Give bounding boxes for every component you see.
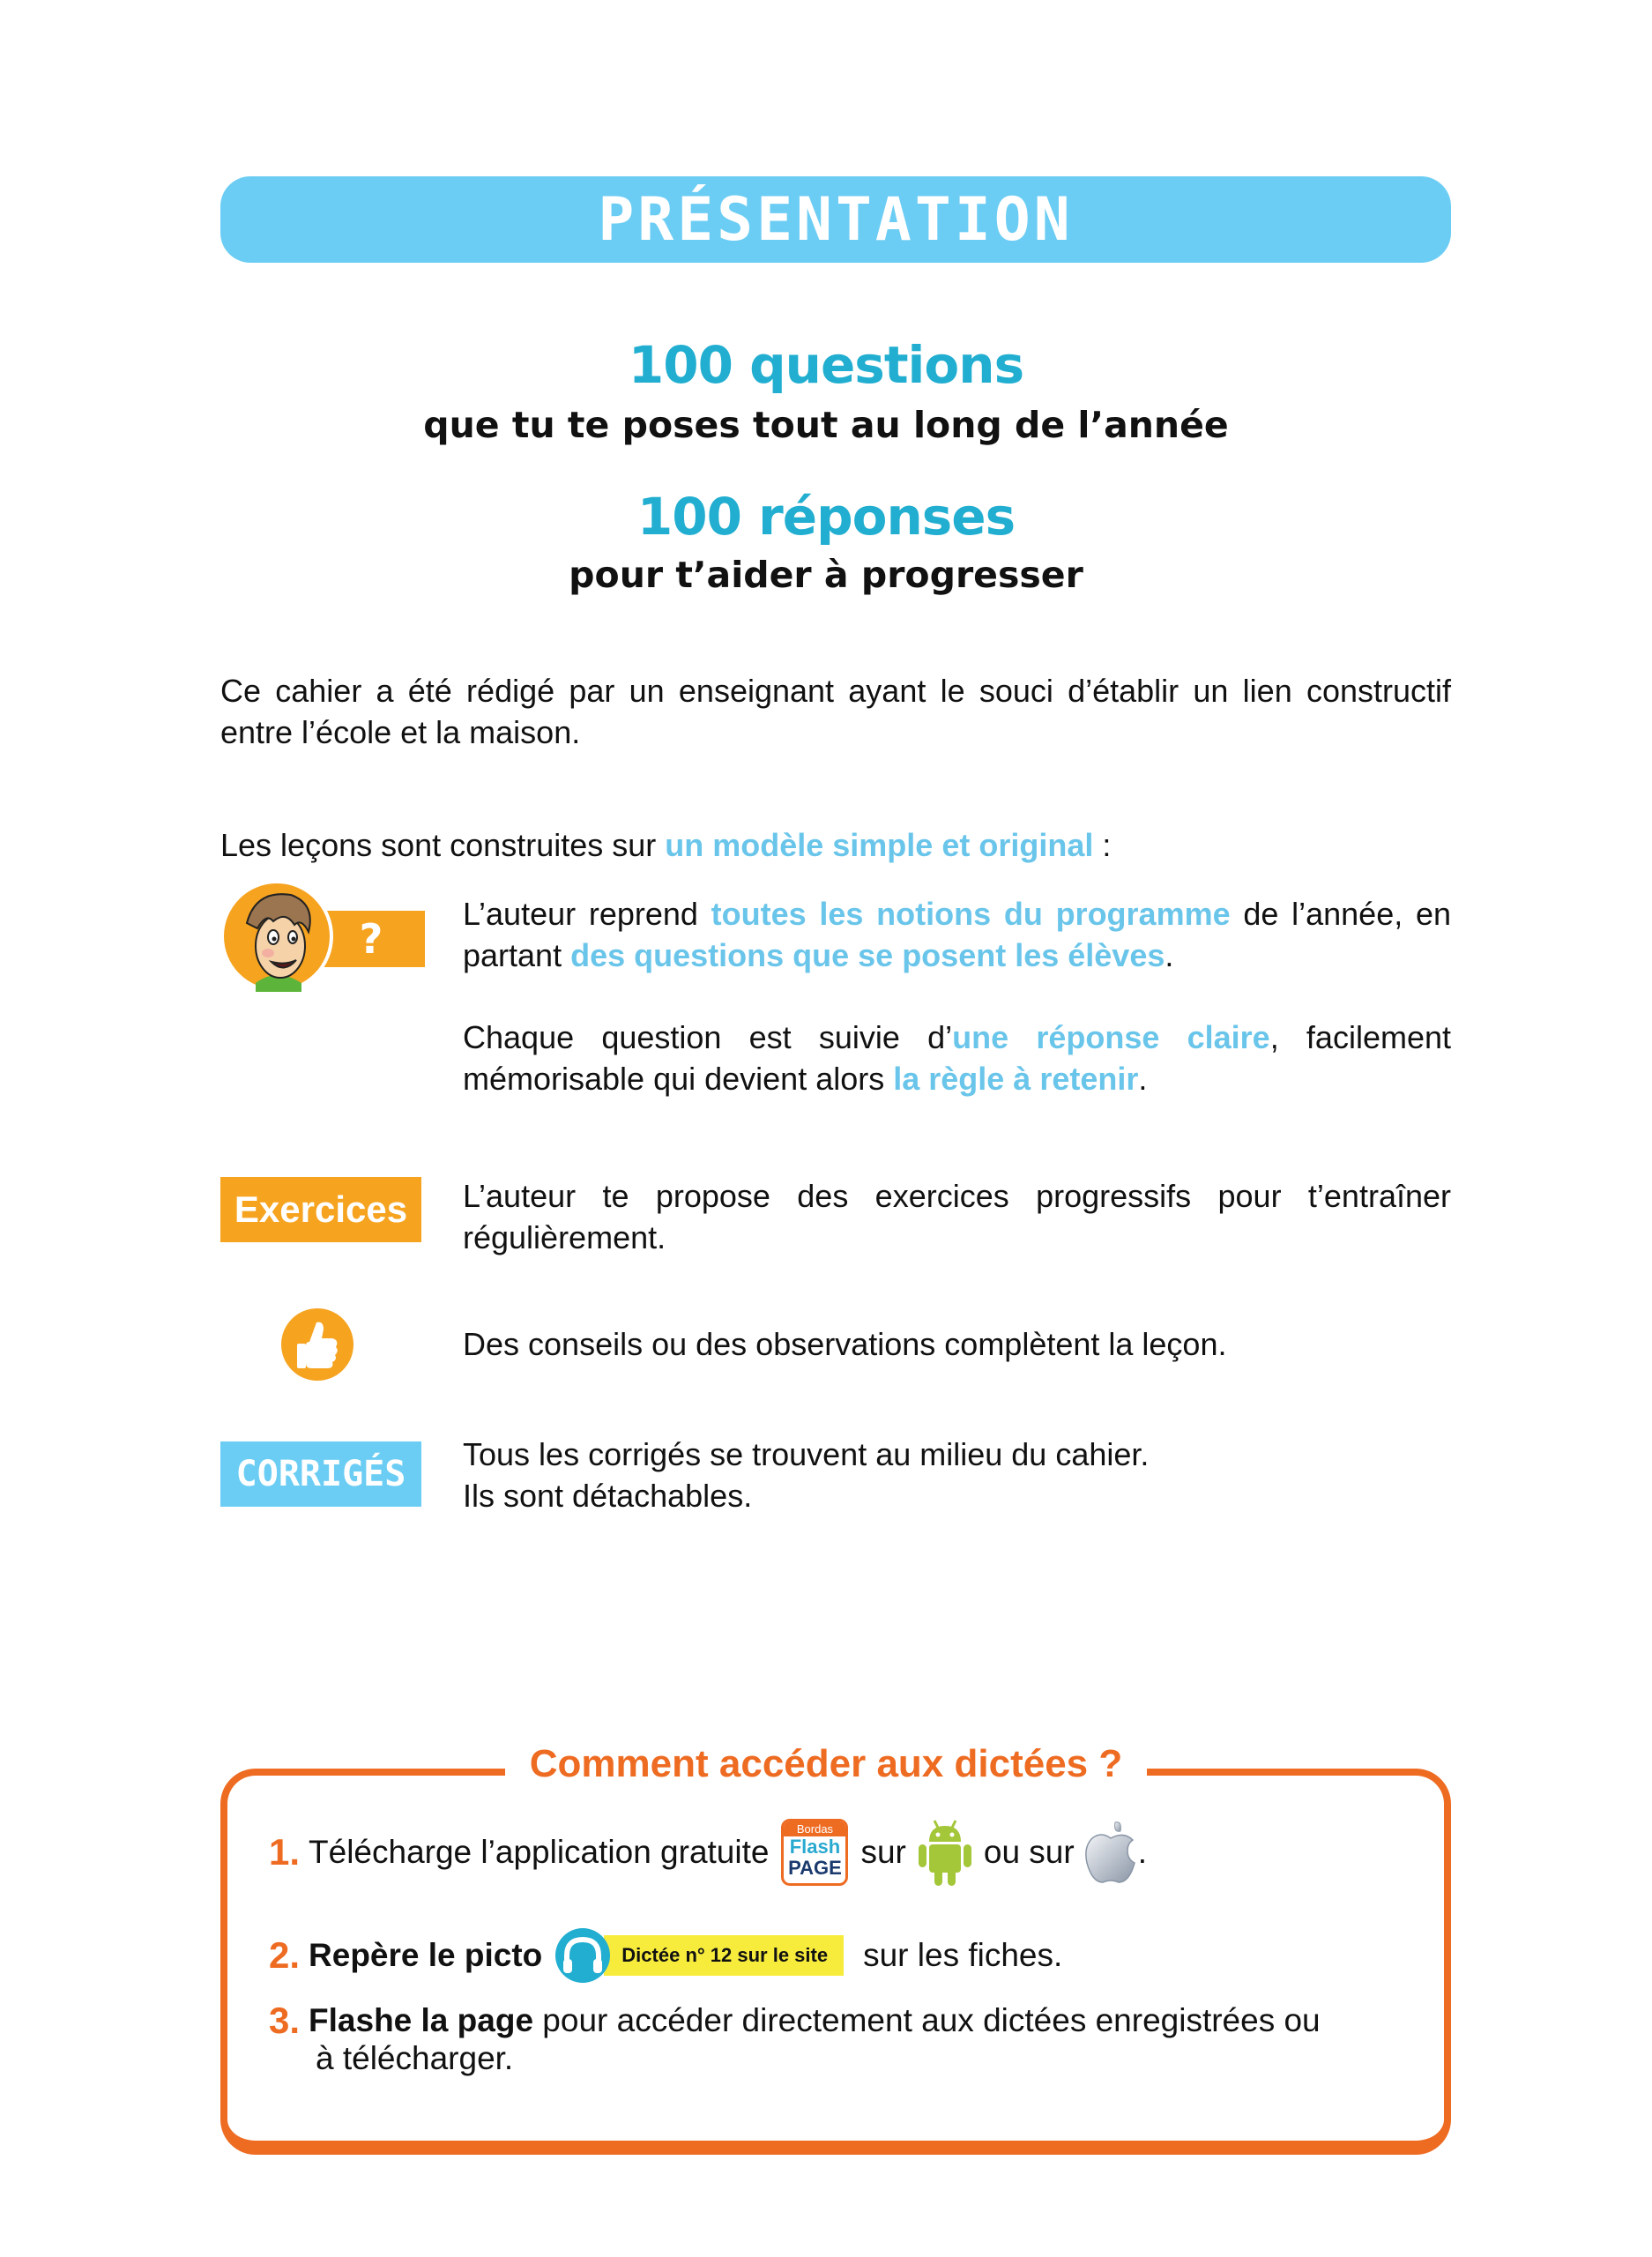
- corriges-text-2: Ils sont détachables.: [463, 1478, 753, 1514]
- section-banner: [220, 176, 1451, 263]
- model-suffix: :: [1093, 827, 1112, 863]
- conseils-text: Des conseils ou des observations complètent la leçon.: [463, 1326, 1227, 1362]
- headline-questions: 100 questions: [628, 335, 1024, 395]
- step-text: pour accéder directement aux dictées enregistrées ou: [533, 2002, 1321, 2038]
- step-text: Télécharge l’application gratuite: [309, 1834, 770, 1870]
- model-highlight: un modèle simple et original: [665, 827, 1094, 863]
- headline-answers: 100 réponses: [636, 487, 1016, 547]
- subheadline-answers: pour t’aider à progresser: [569, 554, 1083, 596]
- dictees-title: Comment accéder aux dictées ?: [505, 1742, 1147, 1786]
- text-segment: Chaque question est suivie d’: [463, 1019, 953, 1055]
- text-segment: .: [1165, 937, 1174, 973]
- step-text: sur: [860, 1834, 906, 1870]
- exercices-text: L’auteur te propose des exercices progressifs pour t’entraîner régulièrement.: [463, 1178, 1451, 1255]
- student-face-icon: [220, 879, 335, 994]
- step-text: Repère le picto: [309, 1937, 543, 1973]
- dictee-picto: [554, 1927, 844, 1984]
- thumbs-up-icon: [279, 1307, 355, 1382]
- step-2: [269, 1924, 1062, 1987]
- step-number: 3.: [269, 2000, 301, 2041]
- step-text: sur les fiches.: [863, 1937, 1063, 1973]
- text-segment: L’auteur reprend: [463, 896, 711, 932]
- question-feature-text: [463, 893, 1451, 976]
- apple-icon[interactable]: [1083, 1819, 1138, 1886]
- highlight-segment: une réponse claire: [952, 1019, 1270, 1055]
- app-brand: Bordas: [784, 1821, 845, 1836]
- app-name-2: PAGE: [788, 1857, 842, 1879]
- step-text: ou sur: [983, 1834, 1075, 1870]
- question-feature-text-2: [463, 1017, 1451, 1099]
- step-text: .: [1137, 1834, 1147, 1870]
- picto-label: Dictée n° 12 sur le site: [604, 1935, 844, 1976]
- step-1: [269, 1818, 1147, 1887]
- highlight-segment: toutes les notions du programme: [711, 896, 1231, 932]
- text-segment: , facilement mémorisable qui devient alors: [463, 1019, 1452, 1097]
- android-icon[interactable]: [917, 1819, 973, 1886]
- page-title: PRÉSENTATION: [598, 184, 1074, 255]
- headphones-icon: [554, 1927, 611, 1984]
- intro-paragraph: Ce cahier a été rédigé par un enseignant ayant le souci d’établir un lien constructif entre l’école et la maison.: [220, 673, 1451, 750]
- flashpage-app-icon[interactable]: [781, 1819, 848, 1886]
- text-segment: de l’année, en partant: [463, 896, 1451, 973]
- highlight-segment: la règle à retenir: [893, 1061, 1139, 1097]
- corriges-badge: CORRIGÉS: [220, 1441, 421, 1507]
- question-badge: ?: [317, 911, 425, 967]
- step-number: 2.: [269, 1934, 301, 1976]
- dictees-title-wrap: [0, 1742, 1652, 1786]
- subheadline-questions: que tu te poses tout au long de l’année: [423, 404, 1229, 446]
- step-number: 1.: [269, 1831, 301, 1873]
- model-intro: [220, 824, 1451, 866]
- step-text-bold: Flashe la page: [309, 2002, 534, 2038]
- text-segment: .: [1138, 1061, 1148, 1097]
- app-name-1: Flash: [789, 1836, 841, 1858]
- exercices-badge: Exercices: [220, 1177, 421, 1242]
- question-mascot-icon: [220, 879, 425, 995]
- corriges-text-1: Tous les corrigés se trouvent au milieu du cahier.: [463, 1436, 1150, 1472]
- highlight-segment: des questions que se posent les élèves: [570, 937, 1165, 973]
- step-3-line-2: à télécharger.: [316, 2040, 514, 2076]
- model-prefix: Les leçons sont construites sur: [220, 827, 666, 863]
